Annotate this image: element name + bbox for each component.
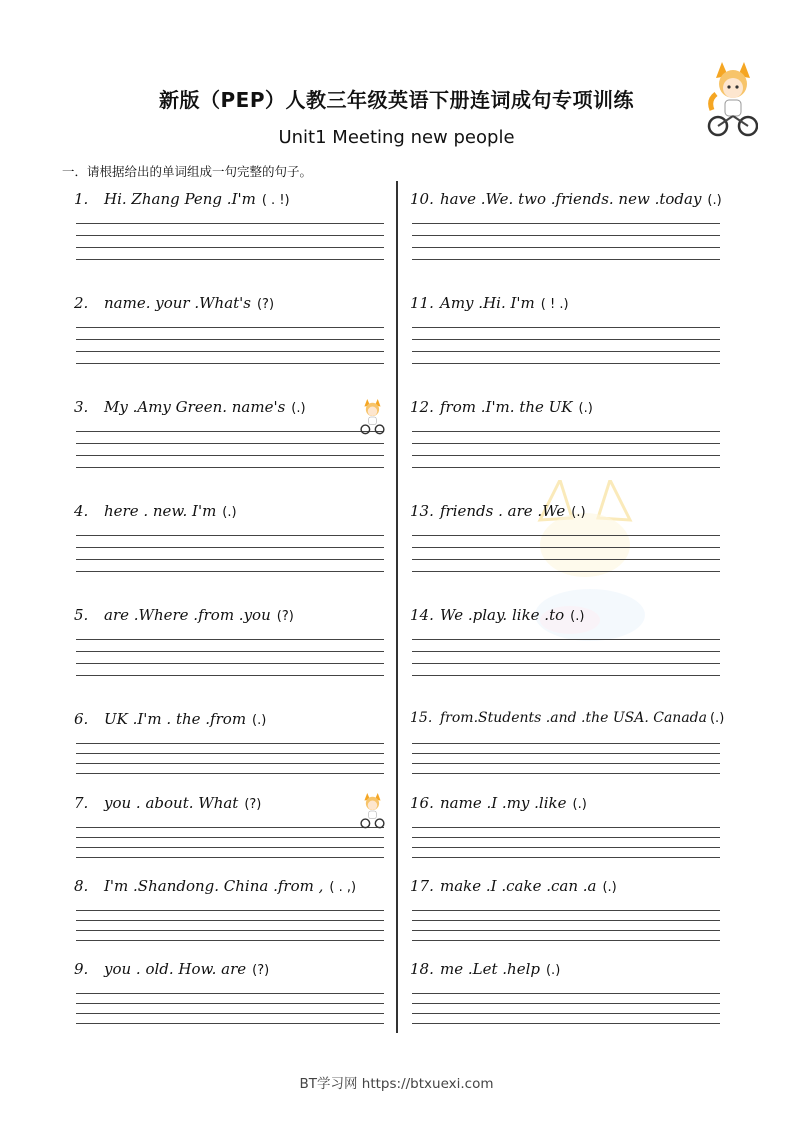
answer-lines[interactable] <box>412 743 720 783</box>
question-number: 9. <box>74 960 89 978</box>
question-number: 18. <box>410 960 434 978</box>
answer-lines[interactable] <box>76 827 384 867</box>
punctuation-hint: (.) <box>707 193 722 208</box>
answer-lines[interactable] <box>76 743 384 783</box>
answer-lines[interactable] <box>412 327 720 375</box>
question-words: I'm .Shandong. China .from , <box>104 877 324 895</box>
question-words: name. your .What's <box>104 294 251 312</box>
question-words: make .I .cake .can .a <box>440 877 597 895</box>
punctuation-hint: (.) <box>571 505 586 520</box>
fox-girl-on-bike-icon <box>358 398 386 436</box>
question-item-5 <box>74 606 384 706</box>
answer-lines[interactable] <box>76 993 384 1033</box>
unit-subtitle: Unit1 Meeting new people <box>278 127 515 148</box>
question-number: 14. <box>410 606 434 624</box>
question-words: are .Where .from .you <box>104 606 271 624</box>
answer-lines[interactable] <box>76 639 384 687</box>
answer-lines[interactable] <box>76 535 384 583</box>
punctuation-hint: (.) <box>572 797 587 812</box>
answer-lines[interactable] <box>76 910 384 950</box>
question-item-4 <box>74 502 384 602</box>
question-number: 13. <box>410 502 434 520</box>
punctuation-hint: (?) <box>244 797 262 812</box>
question-number: 10. <box>410 190 434 208</box>
question-item-10 <box>410 190 720 290</box>
answer-lines[interactable] <box>412 639 720 687</box>
answer-lines[interactable] <box>412 535 720 583</box>
answer-lines[interactable] <box>76 223 384 271</box>
answer-lines[interactable] <box>412 223 720 271</box>
question-number: 8. <box>74 877 89 895</box>
answer-lines[interactable] <box>412 431 720 479</box>
answer-lines[interactable] <box>76 431 384 479</box>
question-number: 6. <box>74 710 89 728</box>
question-number: 4. <box>74 502 89 520</box>
punctuation-hint: (.) <box>709 711 725 726</box>
punctuation-hint: ( . !) <box>261 193 290 208</box>
question-words: Amy .Hi. I'm <box>440 294 535 312</box>
punctuation-hint: (?) <box>276 609 294 624</box>
punctuation-hint: (.) <box>252 713 267 728</box>
punctuation-hint: (.) <box>222 505 237 520</box>
question-number: 11. <box>410 294 434 312</box>
question-item-13 <box>410 502 720 602</box>
question-item-11 <box>410 294 720 394</box>
instruction-text: 一．请根据给出的单词组成一句完整的句子。 <box>62 164 313 179</box>
answer-lines[interactable] <box>412 827 720 867</box>
question-item-1 <box>74 190 384 290</box>
question-number: 5. <box>74 606 89 624</box>
question-number: 1. <box>74 190 89 208</box>
question-words: UK .I'm . the .from <box>104 710 247 728</box>
question-words: you . old. How. are <box>104 960 247 978</box>
question-item-3 <box>74 398 384 498</box>
answer-lines[interactable] <box>412 910 720 950</box>
punctuation-hint: ( ! .) <box>540 297 569 312</box>
question-number: 2. <box>74 294 89 312</box>
question-number: 15. <box>410 710 433 726</box>
punctuation-hint: (.) <box>545 963 561 978</box>
question-words: Hi. Zhang Peng .I'm <box>104 190 256 208</box>
question-words: have .We. two .friends. new .today <box>440 190 702 208</box>
question-words: here . new. I'm <box>104 502 217 520</box>
footer-source: BT学习网 https://btxuexi.com <box>299 1076 494 1092</box>
question-number: 3. <box>74 398 89 416</box>
question-item-2 <box>74 294 384 394</box>
punctuation-hint: (?) <box>256 297 275 312</box>
punctuation-hint: (.) <box>291 401 306 416</box>
question-item-12 <box>410 398 720 498</box>
question-words: you . about. What <box>104 794 239 812</box>
answer-lines[interactable] <box>76 327 384 375</box>
question-words: friends . are .We <box>440 502 566 520</box>
question-words: name .I .my .like <box>440 794 567 812</box>
question-number: 7. <box>74 794 89 812</box>
question-item-18 <box>410 960 720 1060</box>
punctuation-hint: (.) <box>602 880 617 895</box>
punctuation-hint: (.) <box>570 609 585 624</box>
question-words: My .Amy Green. name's <box>104 398 286 416</box>
punctuation-hint: ( . ,) <box>329 880 357 895</box>
question-words: from.Students .and .the USA. Canada <box>440 710 707 726</box>
punctuation-hint: (.) <box>578 401 593 416</box>
question-number: 12. <box>410 398 434 416</box>
fox-girl-on-bike-icon <box>706 60 758 140</box>
question-words: me .Let .help <box>440 960 540 978</box>
question-number: 17. <box>410 877 434 895</box>
answer-lines[interactable] <box>412 993 720 1033</box>
question-number: 16. <box>410 794 434 812</box>
question-words: from .I'm. the UK <box>440 398 573 416</box>
question-words: We .play. like .to <box>440 606 565 624</box>
question-item-14 <box>410 606 720 706</box>
question-item-9 <box>74 960 384 1060</box>
punctuation-hint: (?) <box>252 963 270 978</box>
fox-girl-on-bike-icon <box>358 792 386 830</box>
page-title: 新版（PEP）人教三年级英语下册连词成句专项训练 <box>159 88 634 112</box>
column-divider <box>396 181 398 1033</box>
